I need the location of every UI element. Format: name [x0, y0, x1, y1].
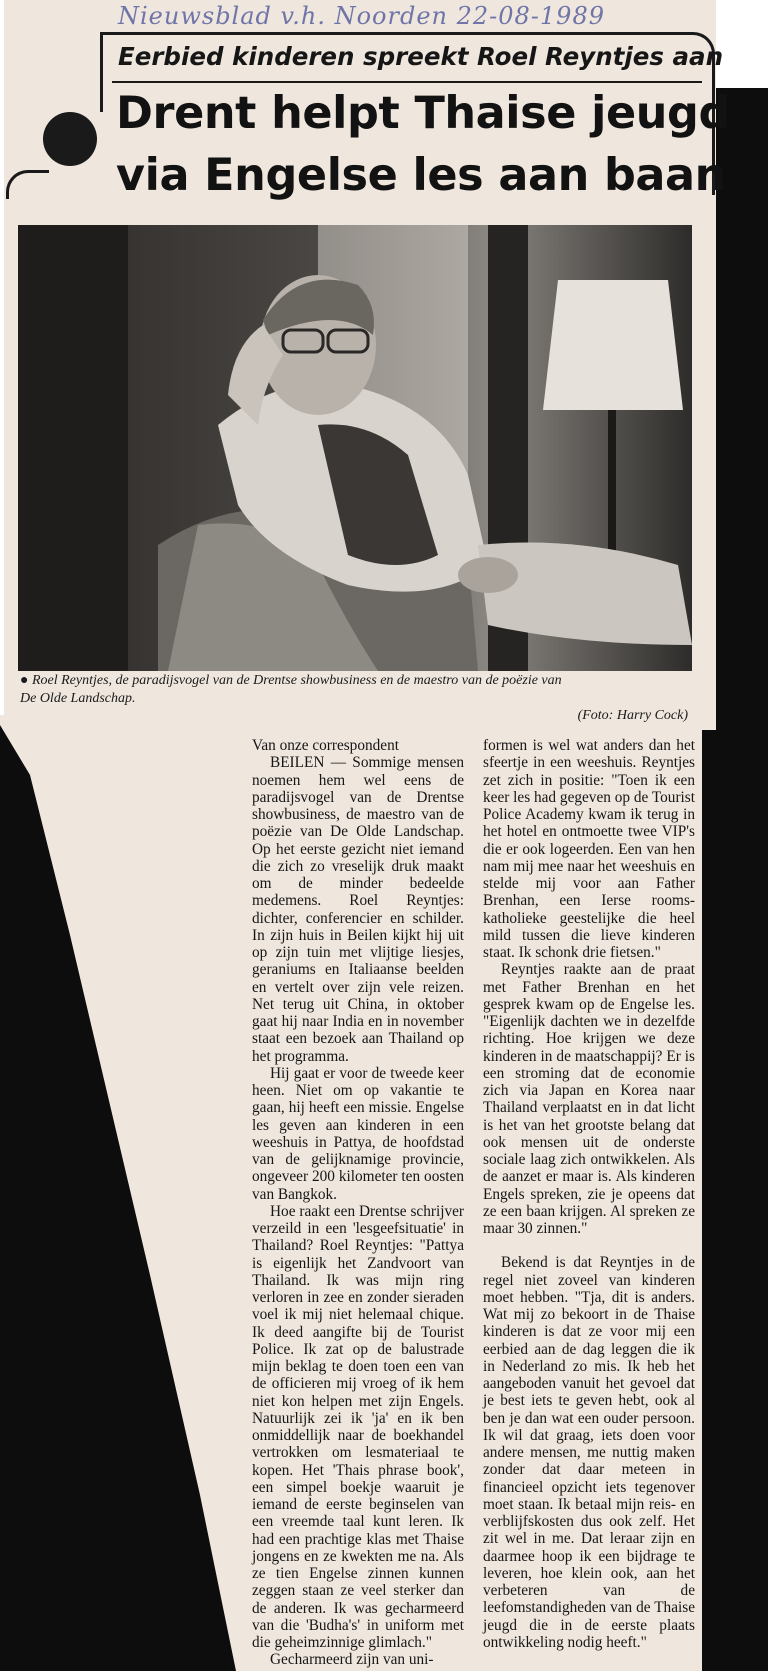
headline-frame-left [100, 32, 103, 112]
photo-caption-line-1: ● Roel Reyntjes, de paradijsvogel van de Drentse showbusiness en de maestro van de poëzie van [20, 673, 562, 688]
headline-line-2: via Engelse les aan baan [116, 150, 726, 201]
handwritten-source-note: Nieuwsblad v.h. Noorden 22-08-1989 [118, 2, 605, 30]
photo-credit: (Foto: Harry Cock) [577, 708, 688, 723]
article-paragraph: Hoe raakt een Drentse schrijver verzeild in een 'lesgeefsituatie' in Thailand? Roel Reyntjes: "Pattya is eigenlijk het Zandvoort van Thailand. Ik was mijn ring verloren in zee en zonder sieraden voel ik mij niet helemaal chique. Ik deed aangifte bij de Tourist Police. Ik zat op de balustrade mijn beklag te doen toen een van de officieren mij vroeg of ik hem niet kon helpen met zijn Engels. Natuurlijk zei ik 'ja' en ik ben onmiddellijk naar de boekhandel vertrokken om lesmateriaal te kopen. Het 'Thais phrase book', een simpel boekje waaruit je iemand de eerste beginselen van een vreemde taal kunt leren. Ik had een prachtige klas met Thaise jongens en ze kwekten me na. Als ze tien Engelse zinnen kunnen zeggen staan ze veel sterker dan de anderen. Ik was gecharmeerd van die 'Budha's' in uniform met die geheimzinnige glimlach." [252, 1202, 464, 1651]
bullet-dot [43, 112, 97, 166]
photo-caption-line-2: De Olde Landschap. [20, 691, 136, 706]
kicker: Eerbied kinderen spreekt Roel Reyntjes aan [118, 42, 724, 71]
article-paragraph: Hij gaat er voor de tweede keer heen. Niet om op vakantie te gaan, hij heeft een missie. Engelse les geven aan kinderen in een weeshuis in Pattya, de hoofdstad van de gelijknamige provincie, ongeveer 200 kilometer ten oosten van Bangkok. [252, 1064, 464, 1203]
portrait-photo [18, 225, 692, 671]
article-paragraph: formen is wel wat anders dan het sfeertje in een weeshuis. Reyntjes zet zich in positie: "Toen ik een keer les had gegeven op de Tourist Police Academy kwam ik terug in het hotel en ontmoette twee VIP's die er ook logeerden. Een van hen nam mij mee naar het weeshuis en stelde mij voor aan Father Brenhan, een Ierse rooms-katholieke geestelijke die heel mild tussen die lieve kinderen staat. Ik schonk drie fietsen." [483, 737, 695, 961]
kicker-rule [112, 81, 702, 83]
article-paragraph: BEILEN — Sommige mensen noemen hem wel eens de paradijsvogel van de Drentse showbusiness, de maestro van de poëzie van De Olde Landschap. Op het eerste gezicht niet iemand die zich zo vreselijk druk maakt om de minder bedeelde medemens. Roel Reyntjes: dichter, conferencier en schilder. In zijn huis in Beilen kijkt hij uit op zijn tuin met vlijtige liesjes, geraniums en Italiaanse beelden en vertelt over zijn vele reizen. Net terug uit China, in oktober gaat hij naar India en in november staat een bezoek aan Thailand op het programma. [252, 754, 464, 1065]
byline: Van onze correspondent [252, 737, 399, 754]
article-column-left [252, 737, 464, 1669]
article-paragraph: Gecharmeerd zijn van uni- [270, 1651, 434, 1669]
headline-line-1: Drent helpt Thaise jeugd [116, 88, 730, 139]
article-column-right [483, 737, 695, 1651]
article-paragraph: Bekend is dat Reyntjes in de regel niet zoveel van kinderen moet hebben. "Tja, dit is anders. Wat mij zo bekoort in de Thaise kinderen is dat ze voor mij een eerbied aan de dag leggen die ik in Nederland zo mis. Ik heb het aangeboden vanuit het gevoel dat je best iets te geven hebt, ook al ben je dan wat een ouder persoon. Ik wil dat graag, iets doen voor andere mensen, me nuttig maken zonder dat daar meteen in financieel opzicht iets tegenover moet staan. Ik betaal mijn reis- en verblijfskosten dus ook zelf. Het zit wel in me. Dat leraar zijn en daarmee hoop ik een bijdrage te leveren, hoe klein ook, aan het verbeteren van de leefomstandigheden van de Thaise jeugd die in de eerste plaats ontwikkeling nodig heeft." [483, 1254, 695, 1651]
article-paragraph: Reyntjes raakte aan de praat met Father Brenhan en het gesprek kwam op de Engelse les. "Eigenlijk dachten we in dezelfde richting. Hoe krijgen we deze kinderen in de maatschappij? Er is een stroming dat de economie zich via Japan en Korea naar Thailand verplaatst en in dat licht is het van het grootste belang dat ook mensen uit de onderste sociale laag zich ontwikkelen. Als de aanzet er maar is. Als kinderen Engels spreken, zie je opeens dat ze een baan krijgen. Al spreken ze maar 30 zinnen." [483, 961, 695, 1237]
clipping-torn-left-edge [0, 715, 250, 1671]
portrait-illustration [18, 225, 692, 671]
